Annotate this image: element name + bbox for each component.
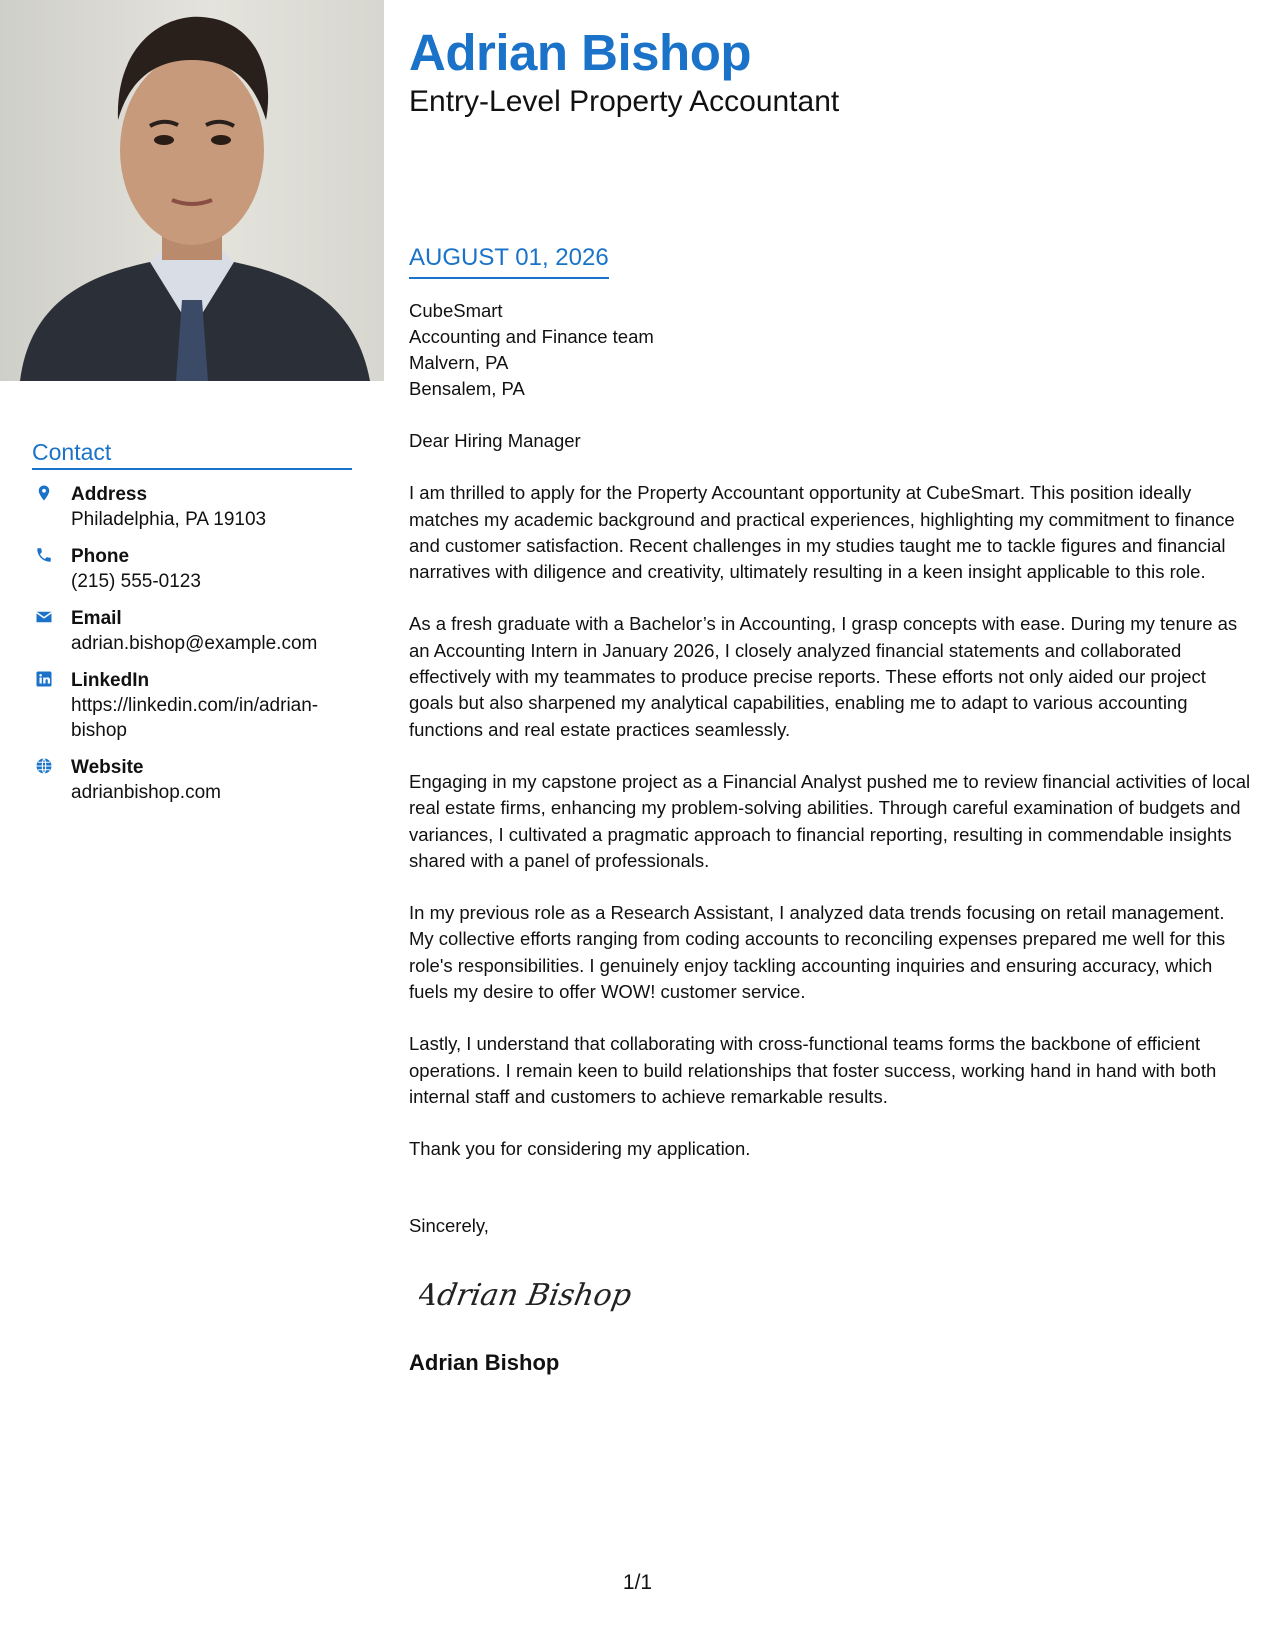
contact-sidebar (32, 438, 352, 817)
website-label: Website (71, 757, 144, 778)
contact-item-email (32, 606, 352, 656)
closing: Sincerely, (409, 1214, 489, 1236)
body-paragraph: I am thrilled to apply for the Property Accountant opportunity at CubeSmart. This position ideally matches my academic background and practical experiences, highlighting my commitment to finance and customer satisfaction. Recent challenges in my studies taught me to tackle figures and financial narratives with diligence and creativity, ultimately resulting in a keen insight applicable to this role. (409, 482, 1235, 583)
recipient-team: Accounting and Finance team (409, 326, 654, 347)
website-value[interactable]: adrianbishop.com (71, 782, 221, 803)
letter-main (409, 22, 1254, 1376)
recipient-location: Malvern, PA (409, 352, 509, 373)
phone-icon (35, 546, 53, 564)
profile-photo (0, 0, 384, 381)
email-value[interactable]: adrian.bishop@example.com (71, 633, 318, 654)
phone-label: Phone (71, 546, 130, 567)
contact-item-phone (32, 544, 352, 594)
linkedin-icon (35, 670, 53, 688)
linkedin-value[interactable]: https://linkedin.com/in/adrian-bishop (71, 695, 319, 741)
contact-item-linkedin (32, 668, 352, 743)
body-paragraph: In my previous role as a Research Assistant, I analyzed data trends focusing on retail management. My collective efforts ranging from coding accounts to reconciling expenses prepared me well for this role's responsibilities. I genuinely enjoy tackling accounting inquiries and ensuring accuracy, which fuels my desire to offer WOW! customer service. (409, 902, 1226, 1003)
job-title: Entry-Level Property Accountant (409, 85, 840, 118)
signer-name: Adrian Bishop (409, 1349, 560, 1375)
contact-item-address (32, 482, 352, 532)
body-paragraph: Lastly, I understand that collaborating with cross-functional teams forms the backbone of efficient operations. I remain keen to build relationships that foster success, working hand in hand with both internal staff and customers to achieve remarkable results. (409, 1033, 1217, 1107)
phone-value: (215) 555-0123 (71, 571, 201, 592)
contact-heading: Contact (32, 438, 352, 470)
contact-list (32, 482, 352, 805)
letter-date: AUGUST 01, 2026 (409, 243, 609, 279)
globe-icon (35, 757, 53, 775)
handwritten-signature (419, 1267, 669, 1323)
letter-body (409, 428, 1254, 1163)
recipient-block (409, 298, 1254, 402)
applicant-name: Adrian Bishop (409, 24, 752, 81)
address-label: Address (71, 484, 148, 505)
page-number: 1/1 (622, 1571, 653, 1594)
body-paragraph: Thank you for considering my application. (409, 1138, 751, 1160)
address-value: Philadelphia, PA 19103 (71, 509, 267, 530)
body-paragraph: As a fresh graduate with a Bachelor’s in Accounting, I grasp concepts with ease. During my tenure as an Accounting Intern in January 2026, I closely analyzed financial statements and collaborated effectively with my teammates to produce precise reports. These efforts not only aided our project goals but also sharpened my analytical capabilities, enabling me to adapt to various accounting functions and real estate practices seamlessly. (409, 613, 1238, 740)
location-pin-icon (35, 484, 53, 502)
body-paragraph: Engaging in my capstone project as a Financial Analyst pushed me to review financial activities of local real estate firms, enhancing my problem-solving abilities. Through careful examination of budgets and variances, I cultivated a pragmatic approach to financial reporting, resulting in commendable insights shared with a panel of professionals. (409, 770, 1251, 871)
email-label: Email (71, 608, 122, 629)
contact-item-website (32, 755, 352, 805)
recipient-company: CubeSmart (409, 300, 503, 321)
salutation: Dear Hiring Manager (409, 430, 581, 451)
svg-text:Adrian Bishop: Adrian Bishop (419, 1277, 635, 1313)
recipient-location: Bensalem, PA (409, 378, 525, 399)
linkedin-label: LinkedIn (71, 670, 150, 691)
email-icon (35, 608, 53, 626)
